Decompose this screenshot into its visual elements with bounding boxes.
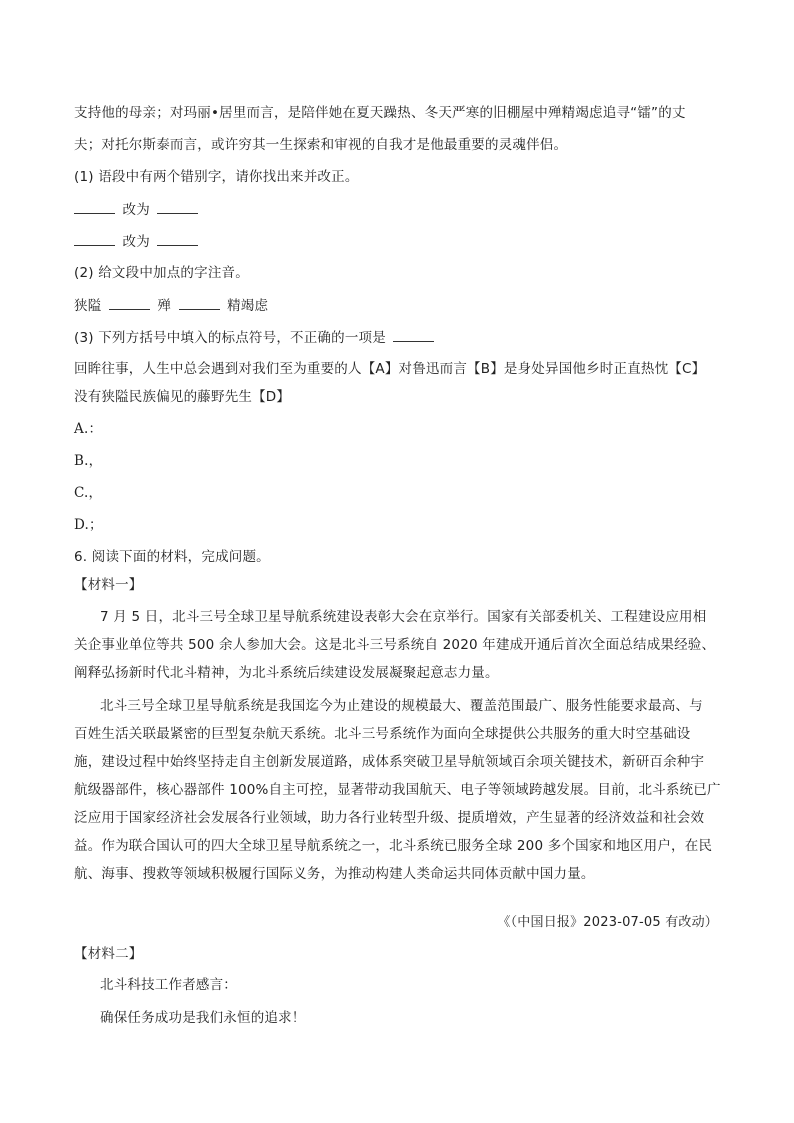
option-a[interactable]: A.： — [74, 421, 103, 437]
answer-blank[interactable] — [74, 199, 115, 214]
question-3-sentence: 回眸往事，人生中总会遇到对我们至为重要的人【A】对鲁迅而言【B】是身处异国他乡时正直热忱【C】 — [74, 361, 706, 377]
material-1-title: 【材料一】 — [74, 577, 143, 593]
question-3-prompt — [74, 327, 437, 348]
question-6-title: 6. 阅读下面的材料，完成问题。 — [74, 549, 270, 565]
word-label: 精竭虑 — [227, 298, 269, 314]
question-1-answer-row — [74, 199, 201, 220]
passage-line: 夫；对托尔斯泰而言，或许穷其一生探索和审视的自我才是他最重要的灵魂伴侣。 — [74, 137, 568, 153]
answer-blank[interactable] — [157, 199, 198, 214]
material-1-line: 7 月 5 日，北斗三号全球卫星导航系统建设表彰大会在京举行。国家有关部委机关、工程建设应用相 — [100, 609, 707, 625]
material-1-line: 关企事业单位等共 500 余人参加大会。这是北斗三号系统自 2020 年建成开通后首次全面总结成果经验、 — [74, 637, 716, 653]
change-label: 改为 — [122, 234, 150, 250]
question-1-prompt: (1) 语段中有两个错别字，请你找出来并改正。 — [74, 169, 359, 185]
material-2-line: 北斗科技工作者感言： — [100, 977, 237, 993]
material-1-line: 航级器部件，核心器部件 100%自主可控，显著带动我国航天、电子等领域跨越发展。目前，北斗系统已广 — [74, 782, 721, 798]
material-1-line: 阐释弘扬新时代北斗精神，为北斗系统后续建设发展凝聚起意志力量。 — [74, 665, 499, 681]
option-c[interactable]: C.， — [74, 485, 103, 501]
question-2-prompt: (2) 给文段中加点的字注音。 — [74, 265, 249, 281]
material-1-line: 泛应用于国家经济社会发展各行业领域，助力各行业转型升级、提质增效，产生显著的经济效益和社会效 — [74, 810, 705, 826]
question-3-text: (3) 下列方括号中填入的标点符号，不正确的一项是 — [74, 330, 386, 346]
answer-blank[interactable] — [74, 231, 115, 246]
question-1-answer-row — [74, 231, 201, 252]
material-1-line: 益。作为联合国认可的四大全球卫星导航系统之一，北斗系统已服务全球 200 多个国家和地区用户，在民 — [74, 838, 713, 854]
answer-blank[interactable] — [157, 231, 198, 246]
option-b[interactable]: B.， — [74, 453, 103, 469]
answer-blank[interactable] — [109, 295, 150, 310]
material-2-title: 【材料二】 — [74, 946, 143, 962]
question-3-sentence: 没有狭隘民族偏见的藤野先生【D】 — [74, 389, 291, 405]
material-1-line: 施，建设过程中始终坚持走自主创新发展道路，成体系突破卫星导航领域百余项关键技术，新研百余种宇 — [74, 754, 705, 770]
material-1-line: 百姓生活关联最紧密的巨型复杂航天系统。北斗三号系统作为面向全球提供公共服务的重大时空基础设 — [74, 726, 691, 742]
material-1-line: 北斗三号全球卫星导航系统是我国迄今为止建设的规模最大、覆盖范围最广、服务性能要求最高、与 — [100, 698, 703, 714]
passage-line: 支持他的母亲；对玛丽•居里而言，是陪伴她在夏天躁热、冬天严寒的旧棚屋中殚精竭虑追寻“镭”的丈 — [74, 105, 686, 121]
change-label: 改为 — [122, 202, 150, 218]
material-2-line: 确保任务成功是我们永恒的追求！ — [100, 1010, 306, 1026]
material-1-line: 航、海事、搜救等领域积极履行国际义务，为推动构建人类命运共同体贡献中国力量。 — [74, 866, 595, 882]
question-2-answer-row — [74, 295, 268, 316]
answer-blank[interactable] — [179, 295, 220, 310]
word-label: 殚 — [157, 298, 172, 314]
answer-blank[interactable] — [393, 327, 434, 342]
word-label: 狭隘 — [74, 298, 102, 314]
source-citation: 《（中国日报》2023-07-05 有改动） — [497, 915, 718, 930]
option-d[interactable]: D.； — [74, 517, 103, 533]
